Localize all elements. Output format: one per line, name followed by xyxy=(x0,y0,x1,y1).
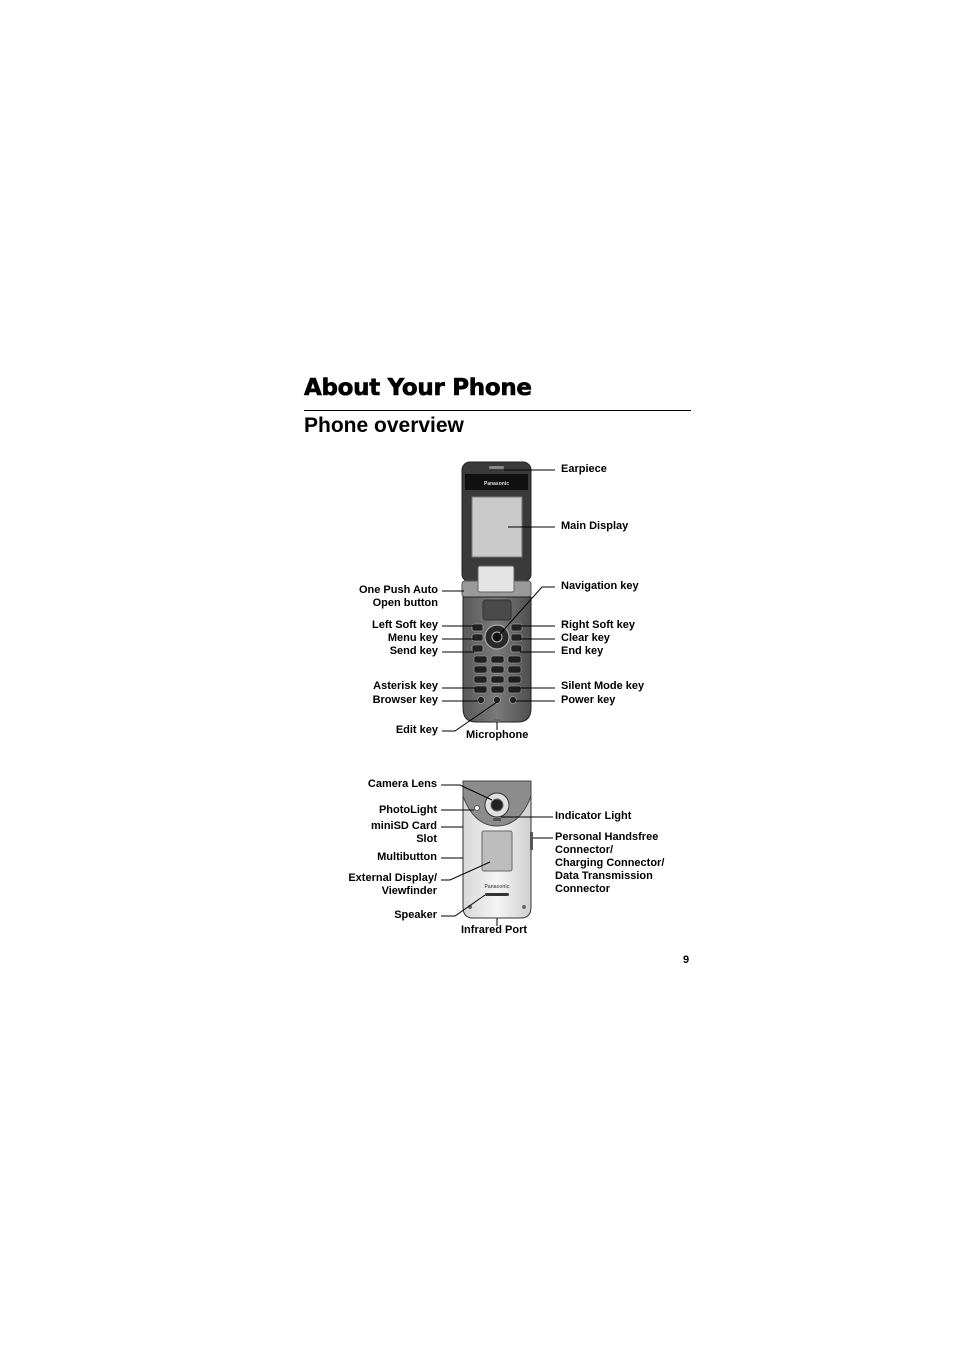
label-minisd-line2: Slot xyxy=(416,833,437,845)
label-edit-key: Edit key xyxy=(395,724,438,736)
speaker-grill xyxy=(485,893,509,896)
label-camera-lens: Camera Lens xyxy=(367,778,437,790)
right-soft-key-shape xyxy=(511,624,522,631)
back-brand-text: Panasonic xyxy=(484,884,510,890)
label-minisd-line1: miniSD Card xyxy=(370,820,437,832)
label-external-line1: External Display/ xyxy=(348,872,437,884)
indicator-light xyxy=(493,818,501,821)
label-connector-line1: Personal Handsfree xyxy=(555,831,659,843)
label-indicator-light: Indicator Light xyxy=(555,810,632,822)
label-connector-line5: Connector xyxy=(555,883,610,895)
label-silent-mode-key: Silent Mode key xyxy=(561,680,645,692)
label-microphone: Microphone xyxy=(466,729,529,741)
label-earpiece: Earpiece xyxy=(561,463,607,475)
browser-key-shape xyxy=(478,697,485,704)
label-connector-line2: Connector/ xyxy=(555,844,614,856)
end-key-shape xyxy=(511,645,522,652)
label-left-soft-key: Left Soft key xyxy=(371,619,438,631)
label-one-push-line2: Open button xyxy=(372,597,438,609)
microphone-hole xyxy=(494,719,500,722)
label-end-key: End key xyxy=(561,645,604,657)
screw-right xyxy=(522,905,526,909)
label-speaker: Speaker xyxy=(394,909,437,921)
lower-recess xyxy=(483,600,511,620)
hinge-clip xyxy=(478,566,514,592)
label-send-key: Send key xyxy=(389,645,438,657)
menu-key-shape xyxy=(472,634,483,641)
clear-key-shape xyxy=(511,634,522,641)
label-browser-key: Browser key xyxy=(372,694,438,706)
page-number: 9 xyxy=(683,954,690,966)
section-title: About Your Phone xyxy=(304,375,532,401)
left-soft-key-shape xyxy=(472,624,483,631)
label-right-soft-key: Right Soft key xyxy=(561,619,635,631)
label-connector-line3: Charging Connector/ xyxy=(555,857,665,869)
earpiece-grill xyxy=(489,466,504,469)
label-clear-key: Clear key xyxy=(561,632,610,644)
external-display xyxy=(482,831,512,871)
photolight-dot xyxy=(475,806,480,811)
camera-lens-inner xyxy=(491,799,503,811)
label-infrared-port: Infrared Port xyxy=(461,924,528,936)
send-key-shape xyxy=(472,645,483,652)
label-one-push-line1: One Push Auto xyxy=(358,584,438,596)
front-phone xyxy=(462,462,531,722)
back-phone xyxy=(463,781,533,918)
label-menu-key: Menu key xyxy=(387,632,438,644)
label-photolight: PhotoLight xyxy=(378,804,437,816)
label-navigation-key: Navigation key xyxy=(561,580,639,592)
label-asterisk-key: Asterisk key xyxy=(373,680,438,692)
label-main-display: Main Display xyxy=(561,520,629,532)
label-external-line2: Viewfinder xyxy=(381,885,437,897)
side-connector xyxy=(530,832,533,850)
subsection-title: Phone overview xyxy=(304,414,464,437)
label-power-key: Power key xyxy=(561,694,616,706)
label-multibutton: Multibutton xyxy=(377,851,437,863)
front-brand-text: Panasonic xyxy=(483,481,510,487)
power-key-shape xyxy=(510,697,517,704)
label-connector-line4: Data Transmission xyxy=(555,870,653,882)
